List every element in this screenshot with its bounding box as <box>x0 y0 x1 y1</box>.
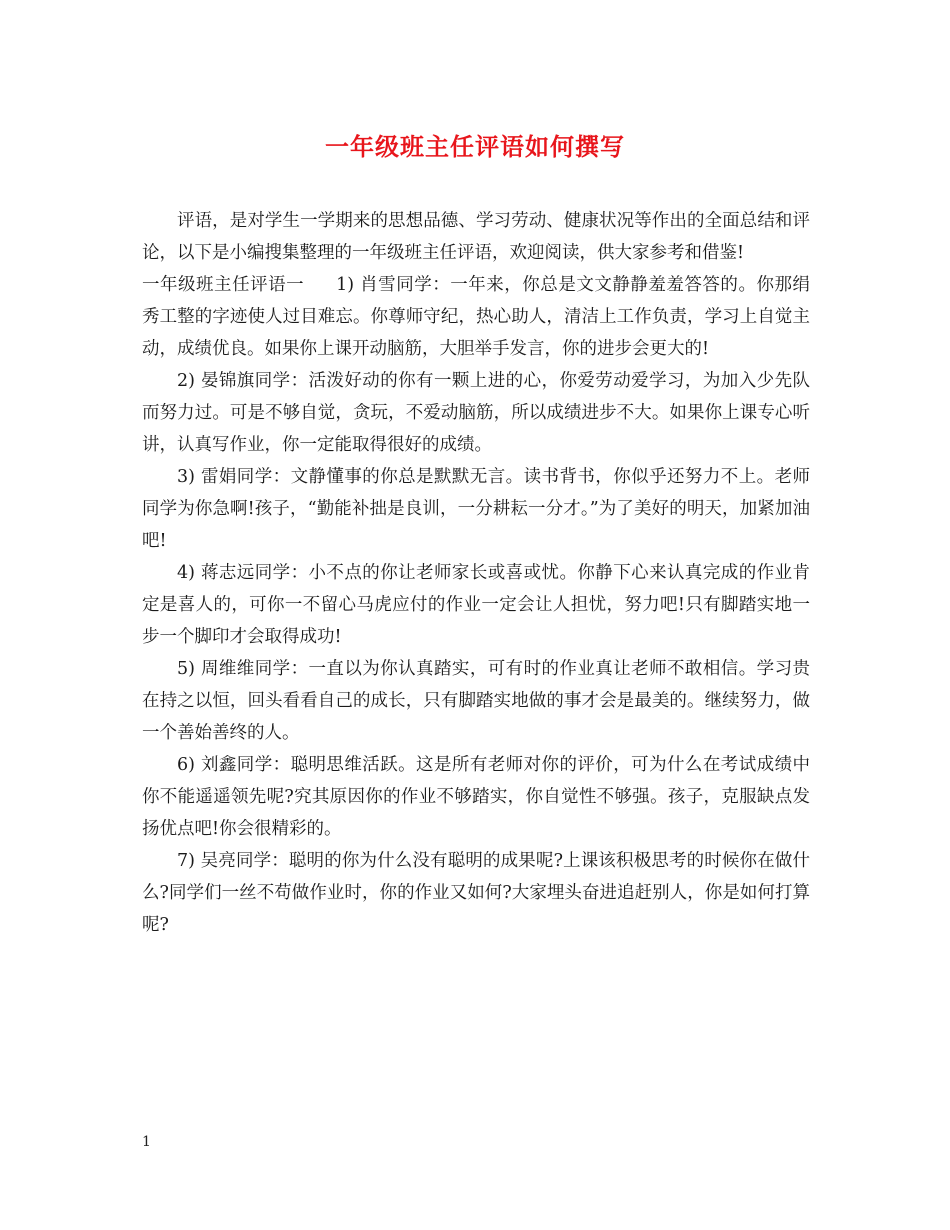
intro-paragraph: 评语，是对学生一学期来的思想品德、学习劳动、健康状况等作出的全面总结和评论，以下是小编搜集整理的一年级班主任评语，欢迎阅读，供大家参考和借鉴! <box>142 211 810 263</box>
section-heading: 一年级班主任评语一 <box>142 275 305 295</box>
comment-paragraph-6: 6) 刘鑫同学：聪明思维活跃。这是所有老师对你的评价，可为什么在考试成绩中你不能遥遥领先呢?究其原因你的作业不够踏实，你自觉性不够强。孩子，克服缺点发扬优点吧!你会很精彩的。 <box>142 755 810 839</box>
comment-paragraph-5: 5) 周维维同学：一直以为你认真踏实，可有时的作业真让老师不敢相信。学习贵在持之以恒，回头看看自己的成长，只有脚踏实地做的事才会是最美的。继续努力，做一个善始善终的人。 <box>142 659 810 743</box>
page-number: 1 <box>142 1134 151 1150</box>
comment-paragraph-3: 3) 雷娟同学：文静懂事的你总是默默无言。读书背书，你似乎还努力不上。老师同学为你急啊!孩子，“勤能补拙是良训，一分耕耘一分才。”为了美好的明天，加紧加油吧! <box>142 467 810 551</box>
comment-paragraph-2: 2) 晏锦旗同学：活泼好动的你有一颗上进的心，你爱劳动爱学习，为加入少先队而努力过。可是不够自觉，贪玩，不爱动脑筋，所以成绩进步不大。如果你上课专心听讲，认真写作业，你一定能取得很好的成绩。 <box>142 371 810 455</box>
document-body <box>142 205 810 941</box>
document-title: 一年级班主任评语如何撰写 <box>325 132 625 161</box>
comment-paragraph-1 <box>142 269 810 365</box>
comment-text-1: 1) 肖雪同学：一年来，你总是文文静静羞羞答答的。你那绢秀工整的字迹使人过目难忘。你尊师守纪，热心助人，清洁上工作负责，学习上自觉主动，成绩优良。如果你上课开动脑筋，大胆举手发言，你的进步会更大的! <box>142 275 810 359</box>
comment-paragraph-4: 4) 蒋志远同学：小不点的你让老师家长或喜或忧。你静下心来认真完成的作业肯定是喜人的，可你一不留心马虎应付的作业一定会让人担忧，努力吧!只有脚踏实地一步一个脚印才会取得成功! <box>142 563 810 647</box>
comment-paragraph-7: 7) 吴亮同学：聪明的你为什么没有聪明的成果呢?上课该积极思考的时候你在做什么?同学们一丝不苟做作业时，你的作业又如何?大家埋头奋进追赶别人，你是如何打算呢? <box>142 851 810 935</box>
